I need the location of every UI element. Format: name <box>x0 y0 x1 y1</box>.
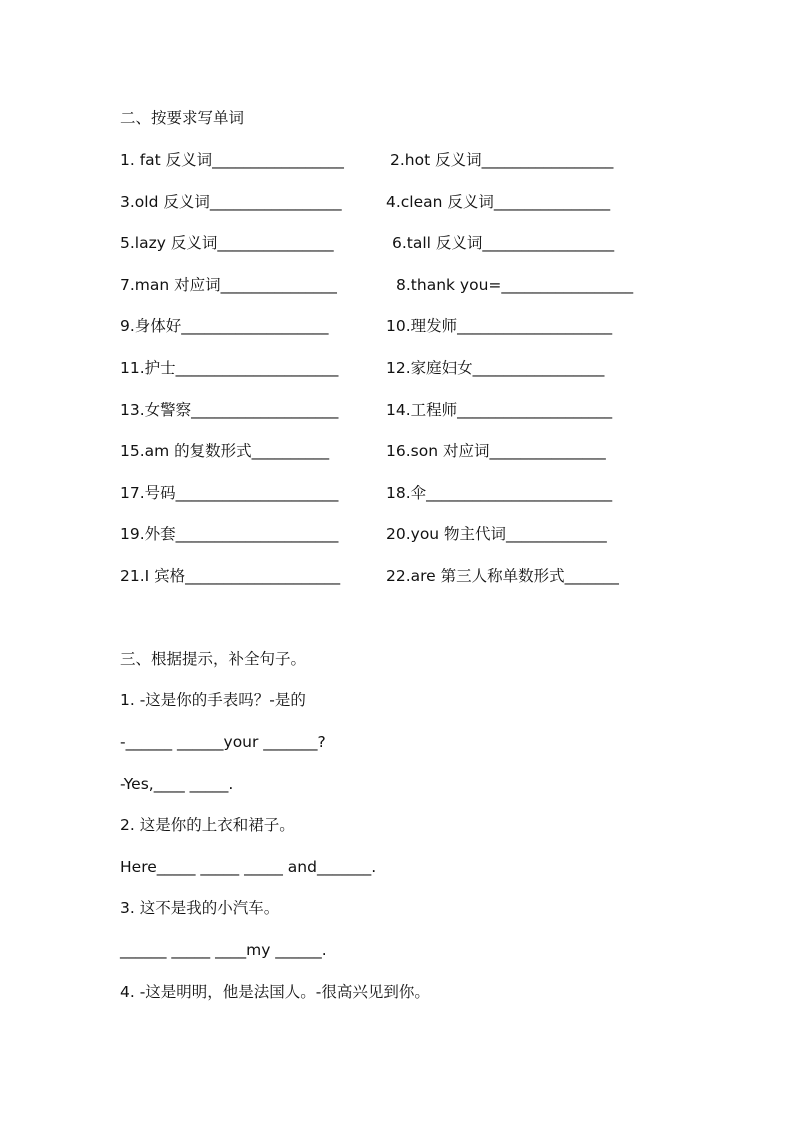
question-17: 17.号码_____________________ <box>120 484 339 502</box>
sentence-3-prompt: 3. 这不是我的小汽车。 <box>120 899 280 917</box>
question-8: 8.thank you=_________________ <box>396 276 634 294</box>
question-19: 19.外套_____________________ <box>120 525 339 543</box>
question-5: 5.lazy 反义词_______________ <box>120 234 334 252</box>
question-7: 7.man 对应词_______________ <box>120 276 337 294</box>
question-14: 14.工程师____________________ <box>386 401 613 419</box>
question-16: 16.son 对应词_______________ <box>386 442 606 460</box>
question-18: 18.伞________________________ <box>386 484 613 502</box>
question-15: 15.am 的复数形式__________ <box>120 442 330 460</box>
sentence-4-prompt: 4. -这是明明，他是法国人。-很高兴见到你。 <box>120 983 430 1001</box>
question-21: 21.I 宾格____________________ <box>120 567 341 585</box>
sentence-2-blank: Here_____ _____ _____ and_______. <box>120 858 377 876</box>
question-20: 20.you 物主代词_____________ <box>386 525 607 543</box>
question-22: 22.are 第三人称单数形式_______ <box>386 567 619 585</box>
sentence-3-blank: ______ _____ ____my ______. <box>120 941 327 959</box>
question-3: 3.old 反义词_________________ <box>120 193 342 211</box>
sentence-1-prompt: 1. -这是你的手表吗？-是的 <box>120 691 306 709</box>
section3-heading: 三、根据提示，补全句子。 <box>120 650 307 668</box>
question-13: 13.女警察___________________ <box>120 401 339 419</box>
section2-heading: 二、按要求写单词 <box>120 109 245 127</box>
sentence-1-blank-b: -Yes,____ _____. <box>120 775 234 793</box>
sentence-1-blank-a: -______ ______your _______? <box>120 733 326 751</box>
question-12: 12.家庭妇女_________________ <box>386 359 605 377</box>
question-11: 11.护士_____________________ <box>120 359 339 377</box>
sentence-2-prompt: 2. 这是你的上衣和裙子。 <box>120 816 295 834</box>
question-2: 2.hot 反义词_________________ <box>390 151 614 169</box>
question-6: 6.tall 反义词_________________ <box>392 234 615 252</box>
question-4: 4.clean 反义词_______________ <box>386 193 611 211</box>
question-9: 9.身体好___________________ <box>120 317 329 335</box>
question-1: 1. fat 反义词_________________ <box>120 151 344 169</box>
question-10: 10.理发师____________________ <box>386 317 613 335</box>
